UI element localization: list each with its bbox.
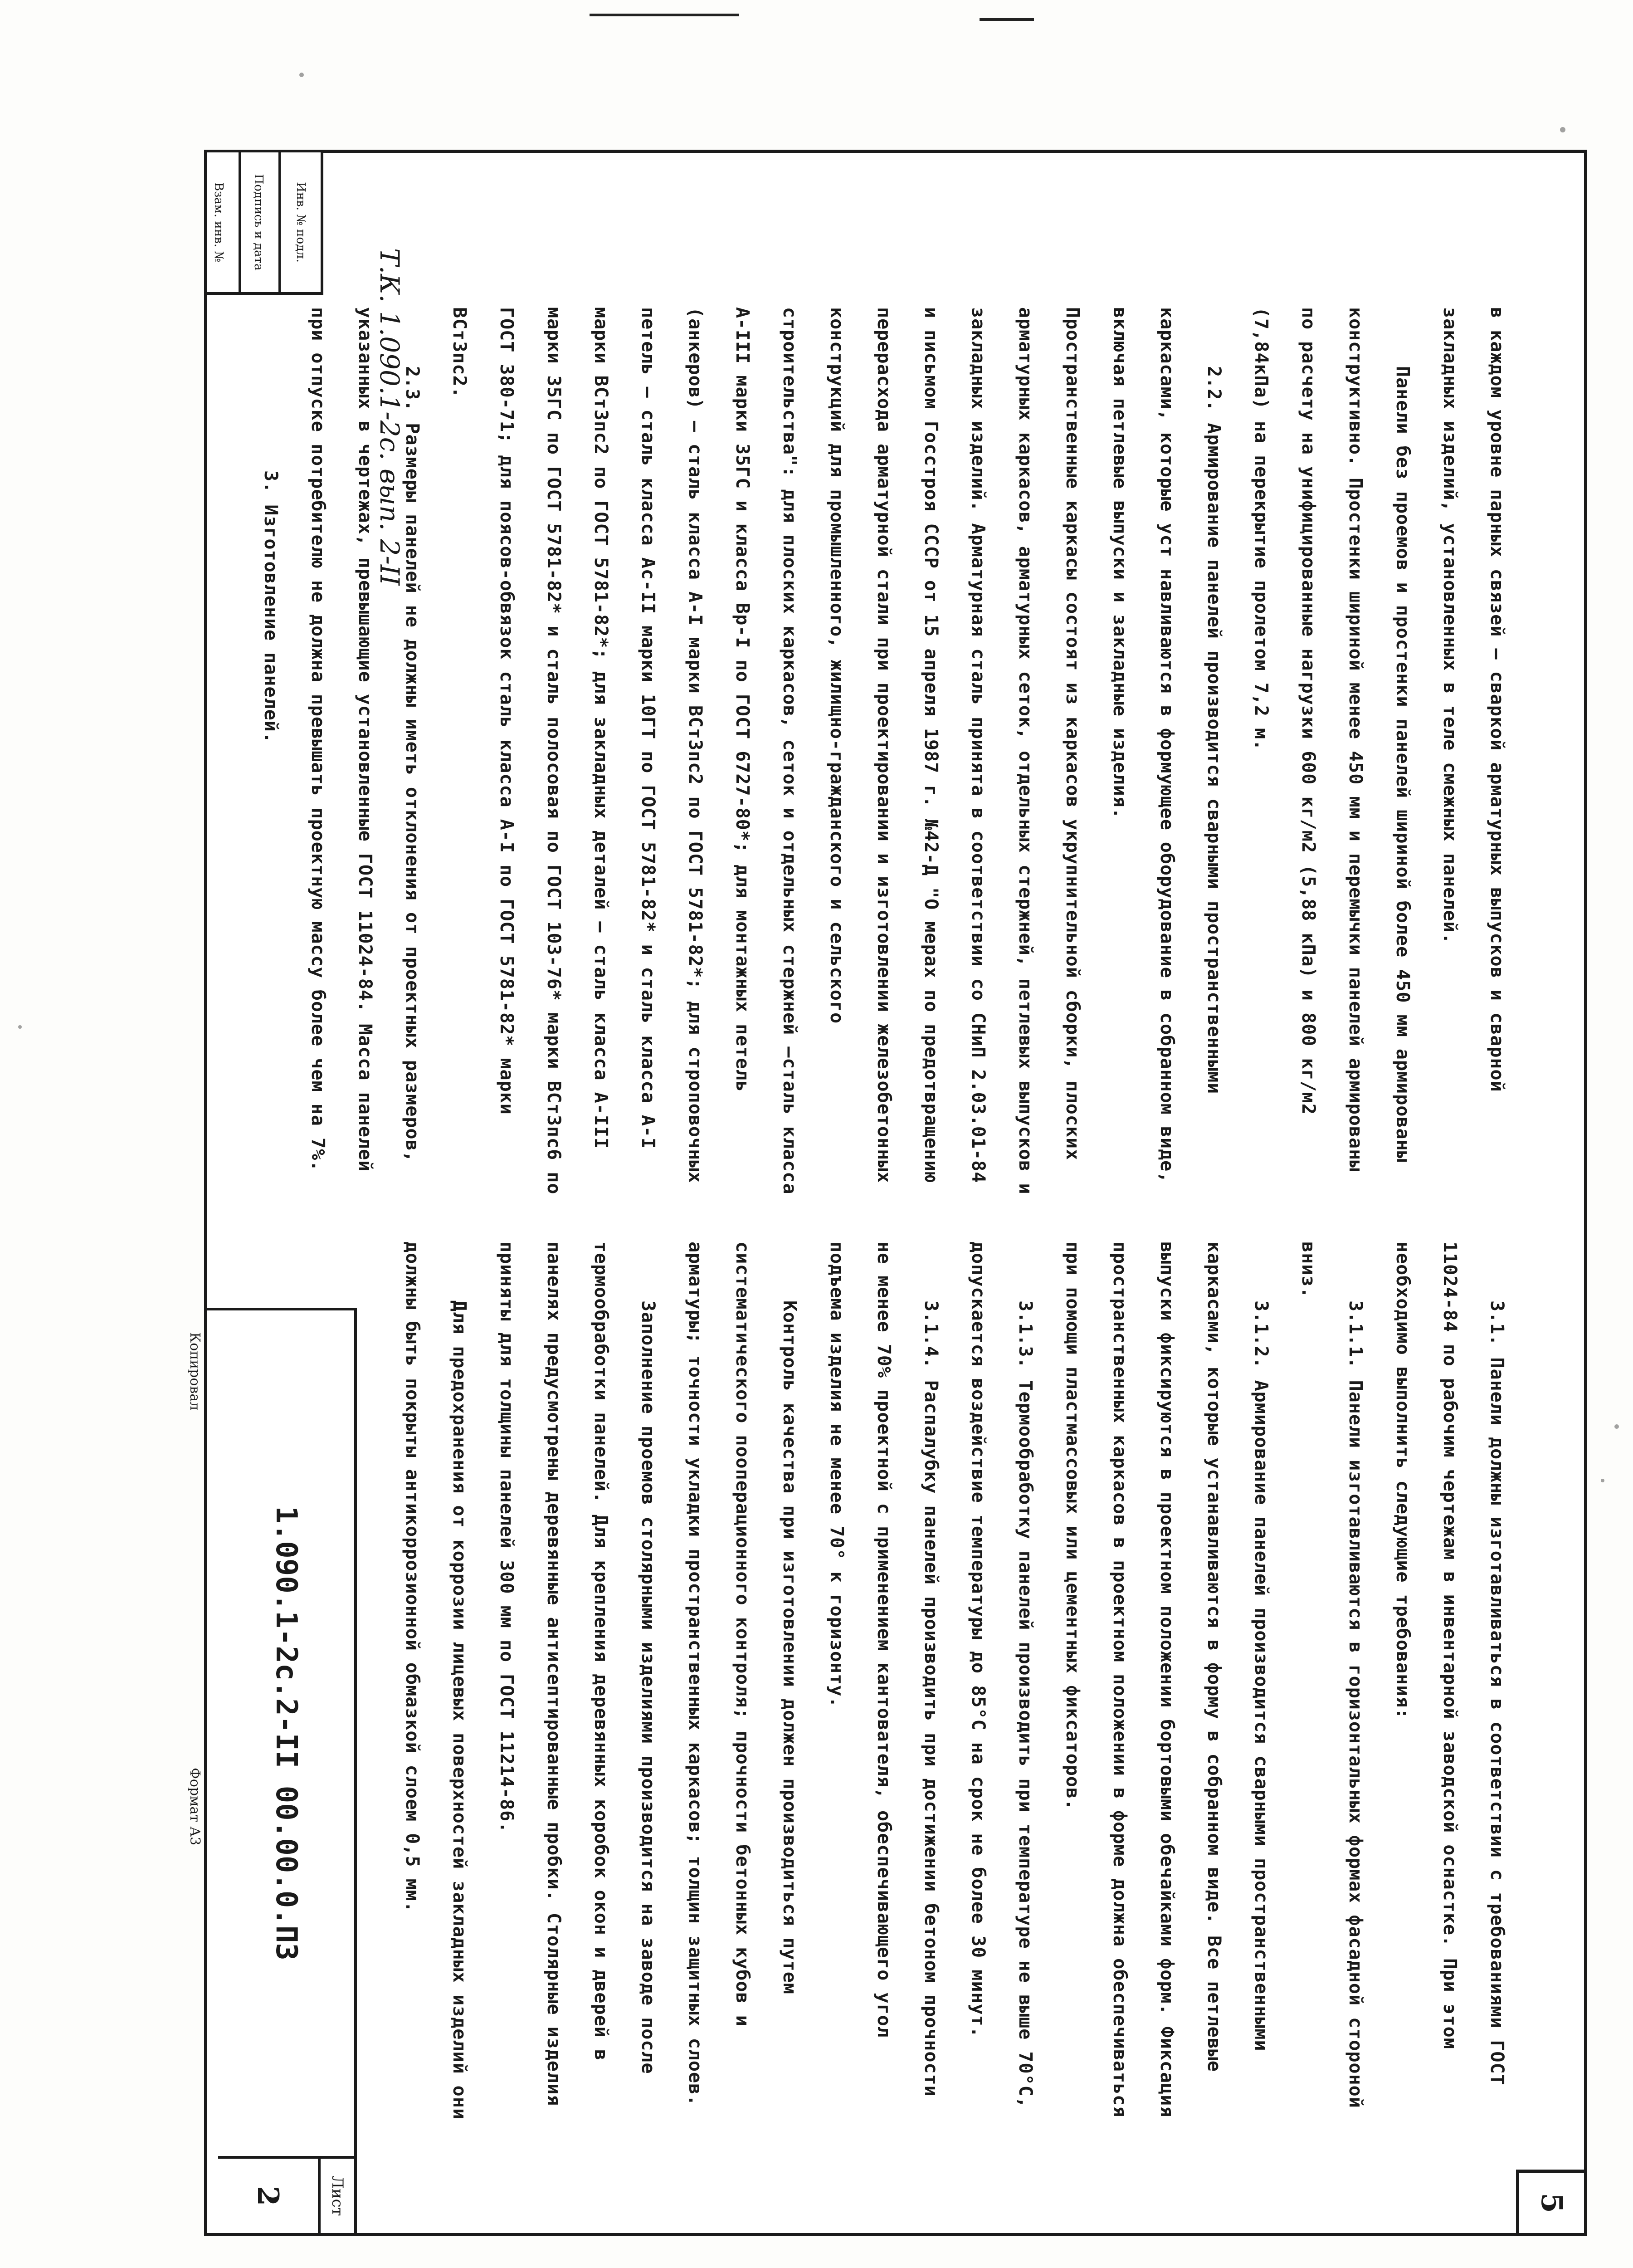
strip-cell-replacement-inventory: Взам. инв. № xyxy=(199,152,241,292)
strip-cell-inventory: Инв. № подл. xyxy=(294,182,307,263)
approval-stamp-strip xyxy=(204,150,323,295)
title-block-footer xyxy=(175,1314,203,2239)
page-number: 5 xyxy=(1516,2170,1584,2233)
paragraph: в каждом уровне парных связей – сваркой арматурных выпусков и сварной закладных изделий, установленных в теле смежных панелей. xyxy=(1439,307,1507,1092)
paragraph: 3.1.1. Панели изготавливаются в горизонтальных формах фасадной стороной вниз. xyxy=(1298,1242,1366,2108)
paragraph: Пространственные каркасы состоят из каркасов укрупнительной сборки, плоских арматурных каркасов, арматурных сеток, отдельных стержней, петлевых выпусков и закладных изделий. Арматурная сталь принята в соответствии со СНиП 2.03.01-84 и письмом Госстроя СССР от 15 апреля 1987 г. №42-Д "О мерах по предотвращению перерасхода арматурной стали при проектировании и изготовлении железобетонных конструкций для промышленного, жилищно-гражданского и сельского строительства": для плоских каркасов, сеток и отдельных стержней –сталь класса А-III марки 35ГС и класса Вр-I по ГОСТ 6727-80*; для монтажных петель (анкеров) – сталь класса А-I марки ВСт3пс2 по ГОСТ 5781-82*; для строповочных петель – сталь класса Ас-II марки 10ГТ по ГОСТ 5781-82* и сталь класса А-I марки ВСт3пс2 по ГОСТ 5781-82*; для закладных деталей – сталь класса А-III марки 35ГС по ГОСТ 5781-82* и сталь полосовая по ГОСТ 103-76* марки ВСт3пс6 по ГОСТ 380-71; для поясов-обвязок сталь класса А-I по ГОСТ 5781-82* марки ВСт3пс2. xyxy=(449,307,1083,1195)
paragraph: 3.1. Панели должны изготавливаться в соответствии с требованиями ГОСТ 11024-84 по рабочим чертежам в инвентарной заводской оснастке. При этом необходимо выполнить следующие требования: xyxy=(1392,1242,1507,2086)
paragraph: Заполнение проемов столярными изделиями производится на заводе после термообработки панелей. Для крепления деревянных коробок окон и дверей в панелях предусмотрены деревянные антисептированные пробки. Столярные изделия приняты для толщины панелей 300 мм по ГОСТ 11214-86. xyxy=(496,1242,658,2107)
paragraph: Контроль качества при изготовлении должен производиться путем систематического пооперационного контроля; прочности бетонных кубов и арматуры; точности укладки пространственных каркасов; толщин защитных слоев. xyxy=(685,1242,800,2107)
right-text-column xyxy=(389,1242,1521,2126)
copied-by-label: Копировал xyxy=(187,1332,203,1411)
handwritten-note: Т.К. 1.090.1-2с. вып. 2-II xyxy=(374,248,405,586)
scan-artifact-line xyxy=(590,14,739,16)
left-text-column xyxy=(247,307,1521,1196)
scan-speck xyxy=(18,1025,22,1029)
scan-speck xyxy=(1601,1479,1604,1482)
scan-speck xyxy=(1614,1424,1619,1429)
sheet-number: 2 xyxy=(251,2185,285,2206)
sheet-label: Лист xyxy=(318,2159,354,2233)
paragraph: Панели без проемов и простенки панелей шириной более 450 мм армированы конструктивно. Простенки шириной менее 450 мм и перемычки панелей армированы по расчету на унифицированные нагрузки 600 кг/м2 (5,88 кПа) и 800 кг/м2 (7,84кПа) на перекрытие пролетом 7,2 м. xyxy=(1251,307,1413,1172)
scan-speck xyxy=(299,73,304,77)
paragraph: Для предохранения от коррозии лицевых поверхностей закладных изделий они должны быть покрыты антикоррозионной обмазкой слоем 0,5 мм. xyxy=(402,1242,470,2120)
paragraph: 2.2. Армирование панелей производится сварными пространственными каркасами, которые уст навливаются в формующее оборудование в собранном виде, включая петлевые выпуски и закладные изделия. xyxy=(1109,307,1224,1183)
paragraph: 3.1.2. Армирование панелей производится сварными пространственными каркасами, которые устанавливаются в форму в собранном виде. Все петлевые выпуски фиксируются в проектном положении бортовыми обечайками форм. Фиксация пространственных каркасов в проектном положении в форме должна обеспечиваться при помощи пластмассовых или цементных фиксаторов. xyxy=(1062,1242,1272,2118)
format-label: Формат А3 xyxy=(187,1768,203,1846)
strip-cell-signature-date: Подпись и дата xyxy=(239,152,281,292)
document-sheet xyxy=(187,150,1587,2236)
section-heading: 3. Изготовление панелей. xyxy=(260,470,281,743)
paragraph: 3.1.4. Распалубку панелей производить при достижении бетоном прочности не менее 70% проектной с применением кантователя, обеспечивающего угол подъема изделия не менее 70° к горизонту. xyxy=(826,1242,941,2097)
paragraph: 2.3. Размеры панелей не должны иметь отклонения от проектных размеров, указанных в чертежах, превышающие установленные ГОСТ 11024-84. Масса панелей при отпуске потребителю не должна превышать проектную массу более чем на 7%. xyxy=(307,307,423,1172)
title-block xyxy=(207,1308,357,2233)
scan-speck xyxy=(1560,127,1565,132)
document-code: 1.090.1-2с.2-II 00.00.0.ПЗ xyxy=(218,1310,354,2159)
paragraph: 3.1.3. Термообработку панелей производить при температуре не выше 70°С, допускается воздействие температуры до 85°С на срок не более 30 минут. xyxy=(968,1242,1036,2108)
scan-artifact-line xyxy=(980,18,1034,21)
